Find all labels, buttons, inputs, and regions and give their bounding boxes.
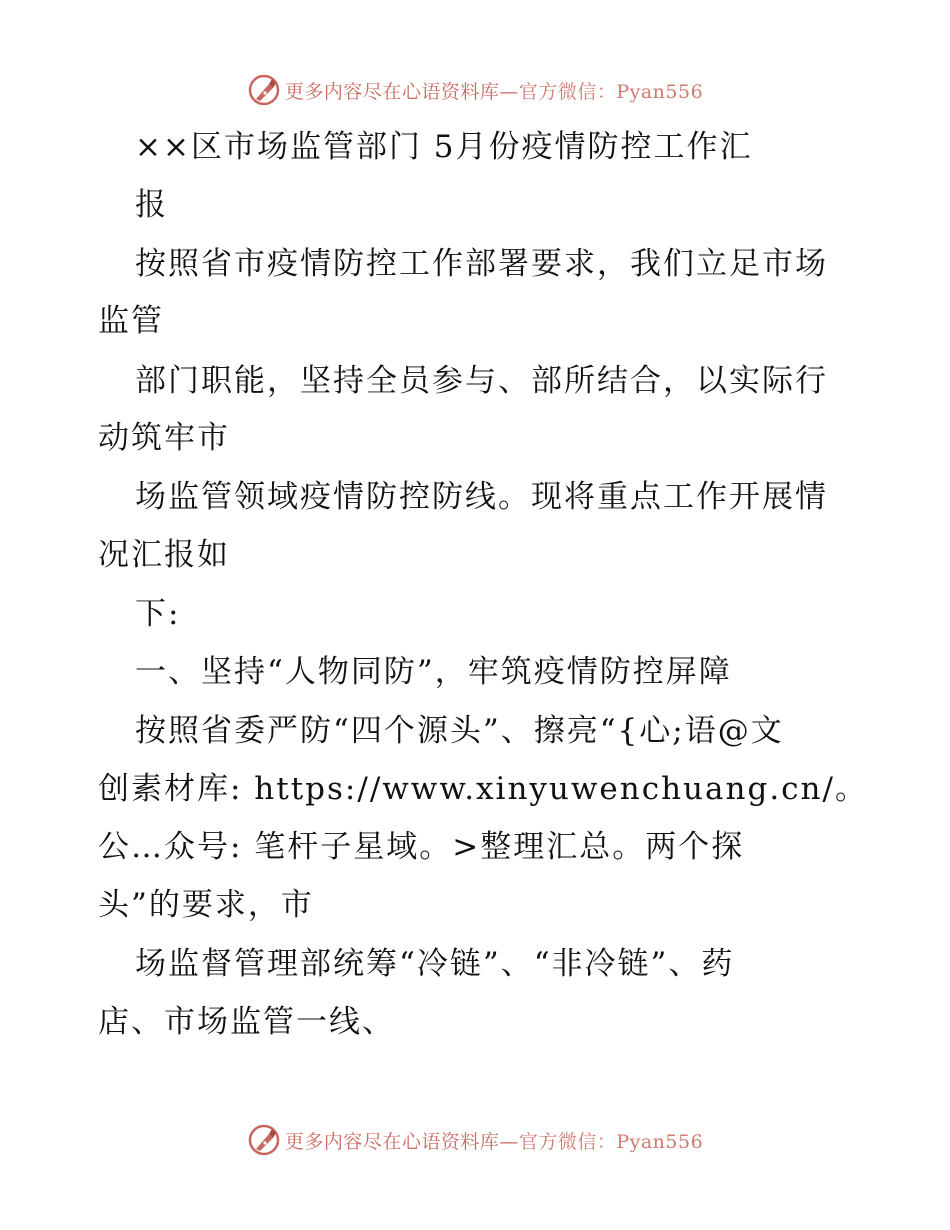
paragraph-line: 动筑牢市: [98, 420, 230, 456]
paragraph-line: 按照省委严防“四个源头”、擦亮“{心;语@文: [135, 713, 784, 749]
paragraph-line: 场监管领域疫情防控防线。现将重点工作开展情: [135, 479, 828, 515]
watermark-text: 更多内容尽在心语资料库—: [284, 80, 519, 103]
paragraph-line: 店、市场监管一线、: [98, 1004, 395, 1040]
pen-nib-logo-icon: [247, 1123, 281, 1157]
paragraph-line: 部门职能，坚持全员参与、部所结合，以实际行: [135, 363, 828, 399]
paragraph-line: 公…众号: 笔杆子星域。>整理汇总。两个探: [98, 829, 745, 865]
paragraph-line: 下:: [135, 596, 181, 632]
watermark-contact: 官方微信：Pyan556: [518, 80, 704, 103]
paragraph-line: 头”的要求，市: [98, 887, 314, 923]
watermark-contact: 官方微信：Pyan556: [518, 1130, 704, 1153]
title-line-2: 报: [135, 187, 168, 223]
paragraph-line: 监管: [98, 303, 164, 339]
title-line-1: ××区市场监管部门 5月份疫情防控工作汇: [135, 129, 753, 165]
pen-nib-logo-icon: [247, 73, 281, 107]
paragraph-line: 场监督管理部统筹“冷链”、“非冷链”、药: [135, 946, 735, 982]
section-heading: 一、坚持“人物同防”，牢筑疫情防控屏障: [135, 654, 732, 690]
watermark-text: 更多内容尽在心语资料库—: [284, 1130, 519, 1153]
watermark-footer: [0, 1120, 950, 1160]
paragraph-line: 按照省市疫情防控工作部署要求，我们立足市场: [135, 246, 828, 282]
paragraph-line: 创素材库: https://www.xinyuwenchuang.cn/。: [98, 771, 868, 807]
paragraph-line: 况汇报如: [98, 537, 230, 573]
watermark-header: [0, 70, 950, 110]
